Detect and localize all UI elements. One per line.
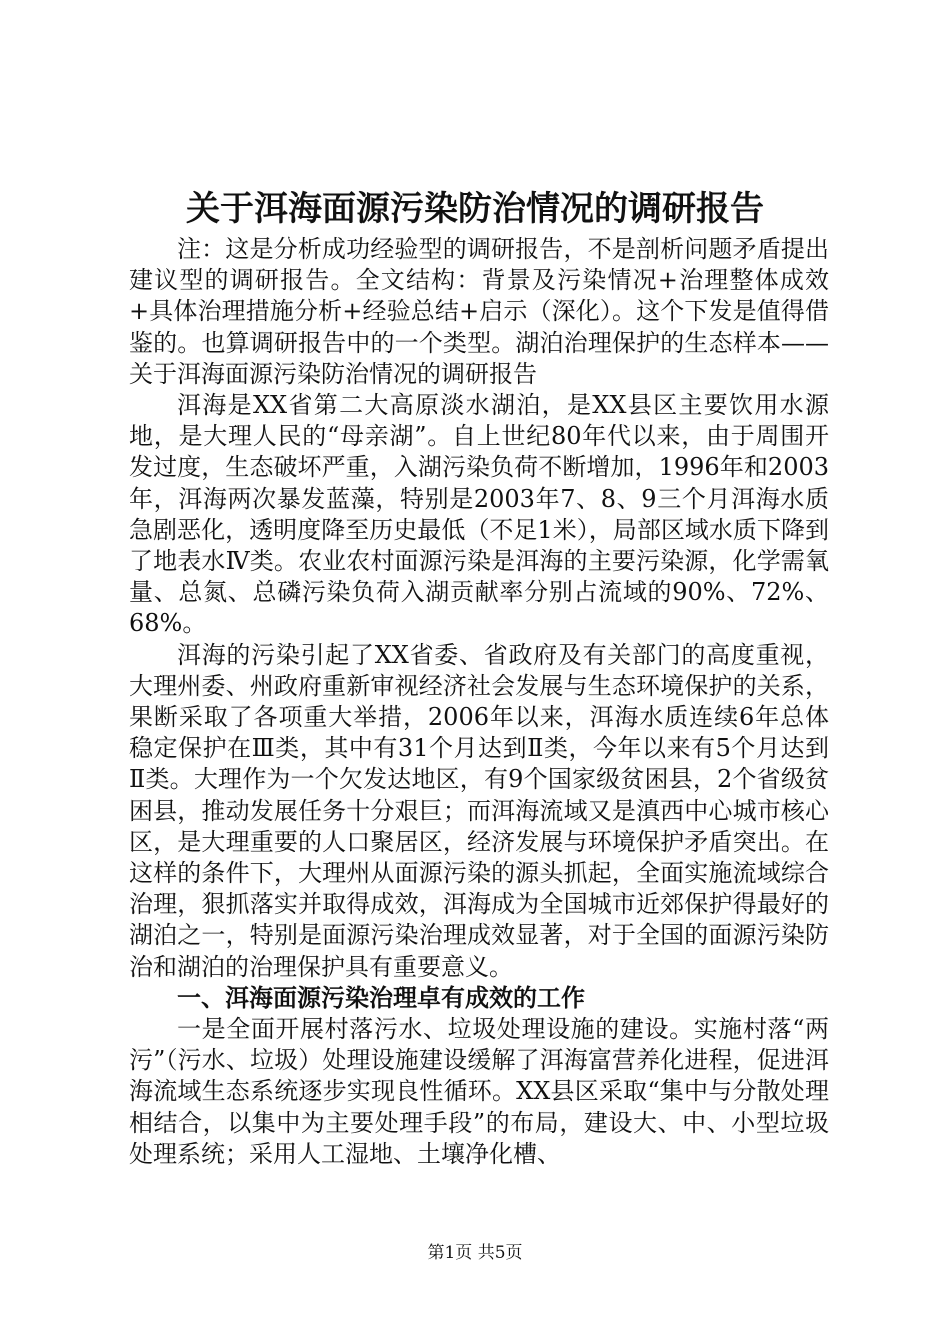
paragraph-note: 注：这是分析成功经验型的调研报告，不是剖析问题矛盾提出建议型的调研报告。全文结构：背景及污染情况+治理整体成效+具体治理措施分析+经验总结+启示（深化）。这个下发是值得借鉴的。也算调研报告中的一个类型。湖泊治理保护的生态样本——关于洱海面源污染防治情况的调研报告 — [129, 235, 829, 388]
paragraph-achievements: 洱海的污染引起了XX省委、省政府及有关部门的高度重视，大理州委、州政府重新审视经济社会发展与生态环境保护的关系，果断采取了各项重大举措，2006年以来，洱海水质连续6年总体稳定保护在Ⅲ类，其中有31个月达到Ⅱ类，今年以来有5个月达到Ⅱ类。大理作为一个欠发达地区，有9个国家级贫困县，2个省级贫困县，推动发展任务十分艰巨；而洱海流域又是滇西中心城市核心区，是大理重要的人口聚居区，经济发展与环境保护矛盾突出。在这样的条件下，大理州从面源污染的源头抓起，全面实施流域综合治理，狠抓落实并取得成效，洱海成为全国城市近郊保护得最好的湖泊之一，特别是面源污染治理成效显著，对于全国的面源污染防治和湖泊的治理保护具有重要意义。 — [129, 640, 829, 981]
page-footer: 第1页 共5页 — [427, 1243, 523, 1263]
document-body — [129, 234, 829, 1170]
document-title: 关于洱海面源污染防治情况的调研报告 — [186, 189, 764, 229]
section-heading: 一、洱海面源污染治理卓有成效的工作 — [177, 983, 585, 1012]
paragraph-section-one: 一是全面开展村落污水、垃圾处理设施的建设。实施村落“两污”（污水、垃圾）处理设施建设缓解了洱海富营养化进程，促进洱海流域生态系统逐步实现良性循环。XX县区采取“集中与分散处理相结合，以集中为主要处理手段”的布局，建设大、中、小型垃圾处理系统；采用人工湿地、土壤净化槽、 — [129, 1015, 829, 1168]
paragraph-background: 洱海是XX省第二大高原淡水湖泊，是XX县区主要饮用水源地，是大理人民的“母亲湖”。自上世纪80年代以来，由于周围开发过度，生态破坏严重，入湖污染负荷不断增加，1996年和2003年，洱海两次暴发蓝藻，特别是2003年7、8、9三个月洱海水质急剧恶化，透明度降至历史最低（不足1米），局部区域水质下降到了地表水Ⅳ类。农业农村面源污染是洱海的主要污染源，化学需氧量、总氮、总磷污染负荷入湖贡献率分别占流域的90%、72%、68%。 — [129, 391, 829, 638]
